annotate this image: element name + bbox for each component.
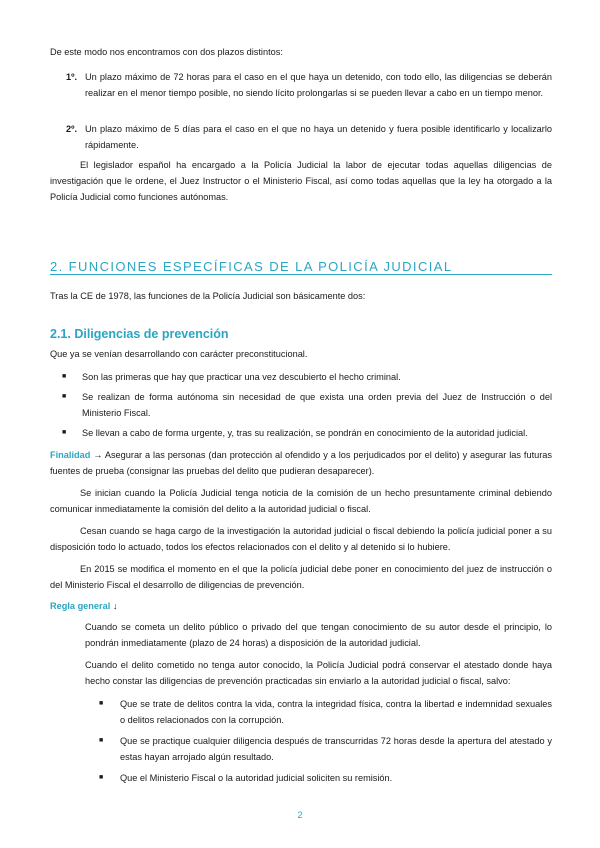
inician-paragraph: Se inician cuando la Policía Judicial tenga noticia de la comisión de un hecho presuntamente criminal debiendo comunicar inmediatamente la comisión del delito a la autoridad judicial o fiscal. <box>50 488 552 514</box>
subsection-intro: Que ya se venían desarrollando con carácter preconstitucional. <box>50 349 308 359</box>
finalidad-paragraph <box>50 447 552 479</box>
legislador-paragraph: El legislador español ha encargado a la Policía Judicial la labor de ejecutar todas aquellas diligencias de investigación que le ordene, el Juez Instructor o el Ministerio Fiscal, así como todas aquellas que la ley ha otorgado a la Policía Judicial como funciones autónomas. <box>50 160 552 202</box>
plazo-number-2: 2º. <box>66 124 78 134</box>
plazo-text-1: Un plazo máximo de 72 horas para el caso en el que haya un detenido, con todo ello, las diligencias se deberán realizar en el menor tiempo posible, no siendo lícito prolongarlas si se pueden llevar a cabo en un tiempo menor. <box>85 72 552 98</box>
cesan-paragraph: Cesan cuando se haga cargo de la investigación la autoridad judicial o fiscal debiendo la policía judicial poner a su disposición todo lo actuado, todos los efectos relacionados con el delito y al detenido si lo hubiere. <box>50 526 552 552</box>
modifica-paragraph: En 2015 se modifica el momento en el que la policía judicial debe poner en conocimiento del juez de instrucción o del Ministerio Fiscal el desarrollo de diligencias de prevención. <box>50 564 552 590</box>
list-item: Que se practique cualquier diligencia después de transcurridas 72 horas desde la apertura del atestado y estas hayan arrojado algún resultado. <box>120 736 552 762</box>
bullet-icon: ■ <box>99 774 104 781</box>
regla-general-label: Regla general <box>50 601 111 611</box>
list-item: Que se trate de delitos contra la vida, contra la integridad física, contra la libertad e indemnidad sexuales o delitos relacionados con la corrupción. <box>120 699 552 725</box>
section-heading: 2. FUNCIONES ESPECÍFICAS DE LA POLICÍA JUDICIAL <box>50 259 453 274</box>
page-number: 2 <box>297 810 303 820</box>
section-heading-rule <box>50 274 552 275</box>
section-intro: Tras la CE de 1978, las funciones de la Policía Judicial son básicamente dos: <box>50 291 366 301</box>
regla-general-line <box>50 598 552 614</box>
list-item: Se realizan de forma autónoma sin necesidad de que exista una orden previa del Juez de Instrucción o del Ministerio Fiscal. <box>82 392 552 418</box>
plazo-number-1: 1º. <box>66 72 78 82</box>
list-item: Se llevan a cabo de forma urgente, y, tras su realización, se pondrán en conocimiento de la autoridad judicial. <box>82 428 528 438</box>
bullet-icon: ■ <box>62 373 67 380</box>
bullet-icon: ■ <box>62 429 67 436</box>
finalidad-label: Finalidad <box>50 450 91 460</box>
list-item: Son las primeras que hay que practicar una vez descubierto el hecho criminal. <box>82 372 401 382</box>
bullet-icon: ■ <box>99 737 104 744</box>
bullet-icon: ■ <box>99 700 104 707</box>
arrow-down-icon: ↓ <box>112 601 118 611</box>
subsection-heading: 2.1. Diligencias de prevención <box>50 327 229 341</box>
plazo-text-2: Un plazo máximo de 5 días para el caso en el que no haya un detenido y fuera posible identificarlo y localizarlo rápidamente. <box>85 124 552 150</box>
list-item: Que el Ministerio Fiscal o la autoridad judicial soliciten su remisión. <box>120 773 393 783</box>
intro-paragraph: De este modo nos encontramos con dos plazos distintos: <box>50 47 283 57</box>
regla-paragraph-1: Cuando se cometa un delito público o privado del que tengan conocimiento de su autor desde el principio, lo pondrán inmediatamente (plazo de 24 horas) a disposición de la autoridad judicial. <box>85 622 552 648</box>
regla-paragraph-2: Cuando el delito cometido no tenga autor conocido, la Policía Judicial podrá conservar el atestado donde haya hecho constar las diligencias de prevención practicadas sin enviarlo a la autoridad judicial o fiscal, salvo: <box>85 660 552 686</box>
bullet-icon: ■ <box>62 393 67 400</box>
finalidad-text: → Asegurar a las personas (dan protección al ofendido y a los perjudicados por el delito) y asegurar las futuras fuentes de prueba (consignar las pruebas del delito que pudieran desaparecer). <box>50 450 552 476</box>
